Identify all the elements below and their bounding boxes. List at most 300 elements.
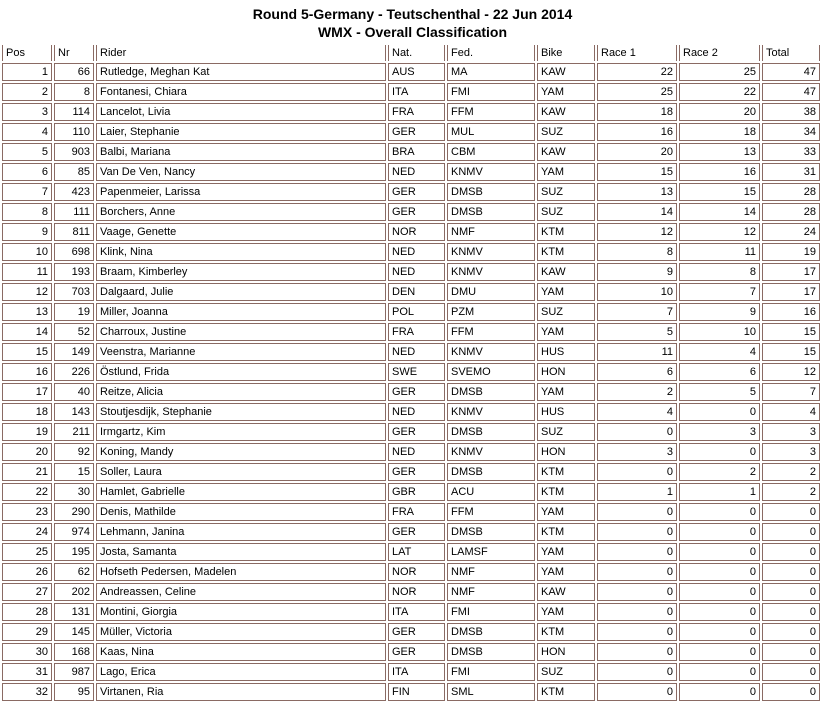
cell-nr: 903 [54, 143, 94, 161]
cell-total: 47 [762, 63, 820, 81]
cell-nr: 30 [54, 483, 94, 501]
table-row [2, 583, 820, 601]
column-header-total: Total [762, 45, 820, 61]
cell-bike: SUZ [537, 183, 595, 201]
cell-fed: DMSB [447, 463, 535, 481]
cell-bike: YAM [537, 603, 595, 621]
cell-fed: DMU [447, 283, 535, 301]
overall-classification-table [0, 43, 822, 703]
cell-fed: DMSB [447, 423, 535, 441]
table-row [2, 403, 820, 421]
cell-total: 0 [762, 563, 820, 581]
cell-nat: GER [388, 643, 445, 661]
cell-bike: KTM [537, 243, 595, 261]
cell-pos: 9 [2, 223, 52, 241]
cell-rider: Östlund, Frida [96, 363, 386, 381]
table-row [2, 603, 820, 621]
cell-fed: NMF [447, 583, 535, 601]
cell-race2: 0 [679, 563, 760, 581]
cell-bike: KTM [537, 223, 595, 241]
cell-nr: 52 [54, 323, 94, 341]
cell-rider: Veenstra, Marianne [96, 343, 386, 361]
cell-fed: FFM [447, 323, 535, 341]
cell-race2: 0 [679, 543, 760, 561]
cell-nat: NED [388, 243, 445, 261]
cell-nr: 202 [54, 583, 94, 601]
cell-race1: 0 [597, 583, 677, 601]
cell-fed: NMF [447, 223, 535, 241]
cell-race1: 0 [597, 543, 677, 561]
cell-pos: 28 [2, 603, 52, 621]
column-header-bike: Bike [537, 45, 595, 61]
table-row [2, 303, 820, 321]
cell-fed: DMSB [447, 623, 535, 641]
cell-race2: 10 [679, 323, 760, 341]
cell-fed: DMSB [447, 643, 535, 661]
cell-nr: 987 [54, 663, 94, 681]
table-row [2, 343, 820, 361]
cell-nr: 143 [54, 403, 94, 421]
table-row [2, 143, 820, 161]
cell-fed: FMI [447, 663, 535, 681]
cell-fed: KNMV [447, 403, 535, 421]
cell-pos: 16 [2, 363, 52, 381]
cell-bike: YAM [537, 283, 595, 301]
cell-total: 34 [762, 123, 820, 141]
cell-pos: 10 [2, 243, 52, 261]
cell-fed: SML [447, 683, 535, 701]
cell-nr: 193 [54, 263, 94, 281]
cell-bike: YAM [537, 163, 595, 181]
cell-total: 16 [762, 303, 820, 321]
cell-bike: KAW [537, 143, 595, 161]
classification-title: WMX - Overall Classification [317, 24, 508, 40]
cell-rider: Borchers, Anne [96, 203, 386, 221]
cell-pos: 7 [2, 183, 52, 201]
cell-race1: 5 [597, 323, 677, 341]
cell-rider: Lehmann, Janina [96, 523, 386, 541]
table-row [2, 243, 820, 261]
cell-pos: 15 [2, 343, 52, 361]
column-header-pos: Pos [2, 45, 52, 61]
cell-rider: Van De Ven, Nancy [96, 163, 386, 181]
cell-nat: SWE [388, 363, 445, 381]
cell-rider: Balbi, Mariana [96, 143, 386, 161]
table-row [2, 563, 820, 581]
cell-total: 0 [762, 623, 820, 641]
cell-race1: 8 [597, 243, 677, 261]
cell-race2: 13 [679, 143, 760, 161]
cell-total: 3 [762, 443, 820, 461]
cell-rider: Laier, Stephanie [96, 123, 386, 141]
cell-race1: 6 [597, 363, 677, 381]
cell-nat: GER [388, 623, 445, 641]
cell-bike: KTM [537, 623, 595, 641]
cell-total: 3 [762, 423, 820, 441]
cell-nr: 95 [54, 683, 94, 701]
cell-pos: 11 [2, 263, 52, 281]
cell-race1: 1 [597, 483, 677, 501]
cell-pos: 29 [2, 623, 52, 641]
cell-pos: 12 [2, 283, 52, 301]
cell-race1: 0 [597, 663, 677, 681]
cell-bike: YAM [537, 83, 595, 101]
cell-total: 24 [762, 223, 820, 241]
cell-race2: 4 [679, 343, 760, 361]
cell-race2: 20 [679, 103, 760, 121]
cell-pos: 6 [2, 163, 52, 181]
cell-race2: 0 [679, 663, 760, 681]
cell-total: 31 [762, 163, 820, 181]
cell-nat: GER [388, 183, 445, 201]
table-row [2, 103, 820, 121]
cell-bike: KTM [537, 483, 595, 501]
table-row [2, 643, 820, 661]
cell-bike: HUS [537, 403, 595, 421]
cell-nat: GER [388, 423, 445, 441]
cell-nr: 703 [54, 283, 94, 301]
cell-race2: 11 [679, 243, 760, 261]
cell-total: 28 [762, 203, 820, 221]
cell-nr: 168 [54, 643, 94, 661]
cell-race1: 3 [597, 443, 677, 461]
cell-pos: 18 [2, 403, 52, 421]
cell-race1: 18 [597, 103, 677, 121]
cell-nr: 290 [54, 503, 94, 521]
cell-fed: MA [447, 63, 535, 81]
table-row [2, 683, 820, 701]
cell-nr: 92 [54, 443, 94, 461]
cell-fed: KNMV [447, 443, 535, 461]
cell-pos: 2 [2, 83, 52, 101]
cell-nat: LAT [388, 543, 445, 561]
cell-bike: HON [537, 363, 595, 381]
cell-race1: 0 [597, 623, 677, 641]
cell-race2: 18 [679, 123, 760, 141]
cell-race1: 13 [597, 183, 677, 201]
cell-bike: YAM [537, 563, 595, 581]
cell-nat: NOR [388, 223, 445, 241]
cell-bike: KAW [537, 583, 595, 601]
table-row [2, 203, 820, 221]
cell-nat: ITA [388, 83, 445, 101]
cell-race1: 0 [597, 563, 677, 581]
table-row [2, 263, 820, 281]
cell-total: 15 [762, 343, 820, 361]
cell-race2: 16 [679, 163, 760, 181]
cell-nat: FRA [388, 103, 445, 121]
cell-race2: 0 [679, 583, 760, 601]
cell-total: 0 [762, 543, 820, 561]
cell-rider: Montini, Giorgia [96, 603, 386, 621]
cell-nr: 110 [54, 123, 94, 141]
event-title: Round 5-Germany - Teutschenthal - 22 Jun 2014 [252, 6, 573, 22]
cell-rider: Denis, Mathilde [96, 503, 386, 521]
cell-race2: 0 [679, 623, 760, 641]
cell-nr: 62 [54, 563, 94, 581]
cell-nr: 698 [54, 243, 94, 261]
cell-race2: 1 [679, 483, 760, 501]
cell-fed: KNMV [447, 243, 535, 261]
cell-total: 0 [762, 603, 820, 621]
cell-pos: 17 [2, 383, 52, 401]
cell-race1: 11 [597, 343, 677, 361]
cell-pos: 8 [2, 203, 52, 221]
cell-bike: KAW [537, 263, 595, 281]
cell-fed: NMF [447, 563, 535, 581]
cell-rider: Papenmeier, Larissa [96, 183, 386, 201]
cell-bike: SUZ [537, 203, 595, 221]
table-row [2, 543, 820, 561]
cell-nr: 40 [54, 383, 94, 401]
cell-nr: 195 [54, 543, 94, 561]
cell-total: 0 [762, 663, 820, 681]
cell-nr: 19 [54, 303, 94, 321]
cell-total: 28 [762, 183, 820, 201]
cell-rider: Klink, Nina [96, 243, 386, 261]
cell-fed: SVEMO [447, 363, 535, 381]
cell-total: 0 [762, 523, 820, 541]
table-row [2, 463, 820, 481]
cell-bike: KAW [537, 103, 595, 121]
cell-nat: NED [388, 343, 445, 361]
table-row [2, 443, 820, 461]
column-header-fed: Fed. [447, 45, 535, 61]
cell-race2: 0 [679, 503, 760, 521]
cell-bike: YAM [537, 323, 595, 341]
cell-rider: Braam, Kimberley [96, 263, 386, 281]
cell-rider: Hofseth Pedersen, Madelen [96, 563, 386, 581]
cell-total: 2 [762, 463, 820, 481]
cell-nr: 66 [54, 63, 94, 81]
table-row [2, 283, 820, 301]
cell-rider: Irmgartz, Kim [96, 423, 386, 441]
cell-nr: 226 [54, 363, 94, 381]
cell-fed: FMI [447, 83, 535, 101]
cell-rider: Virtanen, Ria [96, 683, 386, 701]
cell-fed: LAMSF [447, 543, 535, 561]
cell-nat: ITA [388, 603, 445, 621]
cell-pos: 1 [2, 63, 52, 81]
cell-bike: SUZ [537, 423, 595, 441]
cell-fed: DMSB [447, 523, 535, 541]
cell-nr: 149 [54, 343, 94, 361]
table-row [2, 63, 820, 81]
cell-fed: CBM [447, 143, 535, 161]
table-row [2, 523, 820, 541]
cell-total: 0 [762, 583, 820, 601]
cell-race1: 0 [597, 603, 677, 621]
cell-race2: 14 [679, 203, 760, 221]
cell-total: 38 [762, 103, 820, 121]
cell-nr: 974 [54, 523, 94, 541]
cell-nat: GER [388, 523, 445, 541]
cell-pos: 24 [2, 523, 52, 541]
cell-rider: Koning, Mandy [96, 443, 386, 461]
cell-bike: HON [537, 443, 595, 461]
cell-race1: 0 [597, 423, 677, 441]
cell-nat: DEN [388, 283, 445, 301]
cell-race1: 9 [597, 263, 677, 281]
cell-race1: 0 [597, 643, 677, 661]
cell-pos: 5 [2, 143, 52, 161]
cell-fed: DMSB [447, 183, 535, 201]
cell-race1: 22 [597, 63, 677, 81]
cell-pos: 14 [2, 323, 52, 341]
cell-rider: Rutledge, Meghan Kat [96, 63, 386, 81]
cell-pos: 3 [2, 103, 52, 121]
cell-bike: HON [537, 643, 595, 661]
cell-nat: NOR [388, 583, 445, 601]
cell-nat: ITA [388, 663, 445, 681]
cell-race1: 0 [597, 683, 677, 701]
cell-pos: 32 [2, 683, 52, 701]
cell-rider: Lago, Erica [96, 663, 386, 681]
cell-nat: FRA [388, 323, 445, 341]
cell-race1: 0 [597, 503, 677, 521]
cell-pos: 21 [2, 463, 52, 481]
table-row [2, 383, 820, 401]
cell-race2: 8 [679, 263, 760, 281]
page-header [0, 0, 825, 41]
cell-fed: FFM [447, 503, 535, 521]
cell-bike: KAW [537, 63, 595, 81]
cell-fed: DMSB [447, 383, 535, 401]
cell-rider: Andreassen, Celine [96, 583, 386, 601]
column-header-race2: Race 2 [679, 45, 760, 61]
cell-pos: 25 [2, 543, 52, 561]
cell-pos: 13 [2, 303, 52, 321]
cell-race2: 25 [679, 63, 760, 81]
cell-race1: 0 [597, 523, 677, 541]
cell-nat: AUS [388, 63, 445, 81]
cell-total: 47 [762, 83, 820, 101]
cell-race1: 16 [597, 123, 677, 141]
cell-race2: 0 [679, 443, 760, 461]
cell-pos: 20 [2, 443, 52, 461]
cell-race1: 12 [597, 223, 677, 241]
table-row [2, 663, 820, 681]
cell-nr: 423 [54, 183, 94, 201]
cell-race2: 22 [679, 83, 760, 101]
cell-bike: YAM [537, 543, 595, 561]
table-row [2, 123, 820, 141]
cell-race2: 6 [679, 363, 760, 381]
cell-rider: Soller, Laura [96, 463, 386, 481]
cell-nr: 811 [54, 223, 94, 241]
cell-total: 0 [762, 503, 820, 521]
cell-nr: 131 [54, 603, 94, 621]
cell-rider: Reitze, Alicia [96, 383, 386, 401]
cell-total: 2 [762, 483, 820, 501]
column-header-nr: Nr [54, 45, 94, 61]
cell-race2: 15 [679, 183, 760, 201]
column-header-rider: Rider [96, 45, 386, 61]
cell-race1: 25 [597, 83, 677, 101]
table-row [2, 483, 820, 501]
cell-race1: 14 [597, 203, 677, 221]
cell-race2: 12 [679, 223, 760, 241]
cell-race2: 0 [679, 603, 760, 621]
cell-pos: 27 [2, 583, 52, 601]
cell-rider: Vaage, Genette [96, 223, 386, 241]
table-row [2, 423, 820, 441]
cell-fed: MUL [447, 123, 535, 141]
cell-rider: Charroux, Justine [96, 323, 386, 341]
cell-pos: 30 [2, 643, 52, 661]
cell-nr: 111 [54, 203, 94, 221]
cell-bike: SUZ [537, 123, 595, 141]
cell-nat: NED [388, 263, 445, 281]
cell-bike: KTM [537, 523, 595, 541]
cell-race2: 2 [679, 463, 760, 481]
cell-fed: PZM [447, 303, 535, 321]
table-row [2, 163, 820, 181]
cell-race1: 10 [597, 283, 677, 301]
cell-fed: ACU [447, 483, 535, 501]
table-row [2, 363, 820, 381]
cell-nat: GER [388, 203, 445, 221]
cell-nr: 211 [54, 423, 94, 441]
cell-rider: Lancelot, Livia [96, 103, 386, 121]
header-row [2, 45, 820, 61]
table-row [2, 223, 820, 241]
cell-total: 7 [762, 383, 820, 401]
cell-pos: 31 [2, 663, 52, 681]
cell-race2: 0 [679, 643, 760, 661]
cell-pos: 26 [2, 563, 52, 581]
cell-nr: 85 [54, 163, 94, 181]
table-row [2, 183, 820, 201]
cell-nat: GER [388, 123, 445, 141]
cell-nat: POL [388, 303, 445, 321]
cell-total: 4 [762, 403, 820, 421]
table-body [2, 63, 820, 701]
column-header-race1: Race 1 [597, 45, 677, 61]
cell-race2: 9 [679, 303, 760, 321]
cell-race1: 7 [597, 303, 677, 321]
column-header-nat: Nat. [388, 45, 445, 61]
cell-bike: YAM [537, 503, 595, 521]
cell-fed: KNMV [447, 263, 535, 281]
cell-nat: FRA [388, 503, 445, 521]
cell-race2: 0 [679, 403, 760, 421]
cell-fed: KNMV [447, 163, 535, 181]
cell-race1: 20 [597, 143, 677, 161]
cell-race2: 0 [679, 683, 760, 701]
cell-fed: KNMV [447, 343, 535, 361]
cell-pos: 23 [2, 503, 52, 521]
cell-race1: 0 [597, 463, 677, 481]
cell-total: 17 [762, 263, 820, 281]
cell-nat: GER [388, 463, 445, 481]
cell-race1: 4 [597, 403, 677, 421]
cell-nat: BRA [388, 143, 445, 161]
cell-fed: FMI [447, 603, 535, 621]
cell-total: 0 [762, 683, 820, 701]
cell-nr: 114 [54, 103, 94, 121]
cell-total: 12 [762, 363, 820, 381]
cell-race2: 0 [679, 523, 760, 541]
cell-total: 19 [762, 243, 820, 261]
cell-rider: Kaas, Nina [96, 643, 386, 661]
table-row [2, 83, 820, 101]
cell-race1: 2 [597, 383, 677, 401]
cell-bike: KTM [537, 683, 595, 701]
cell-total: 33 [762, 143, 820, 161]
cell-total: 0 [762, 643, 820, 661]
table-row [2, 623, 820, 641]
